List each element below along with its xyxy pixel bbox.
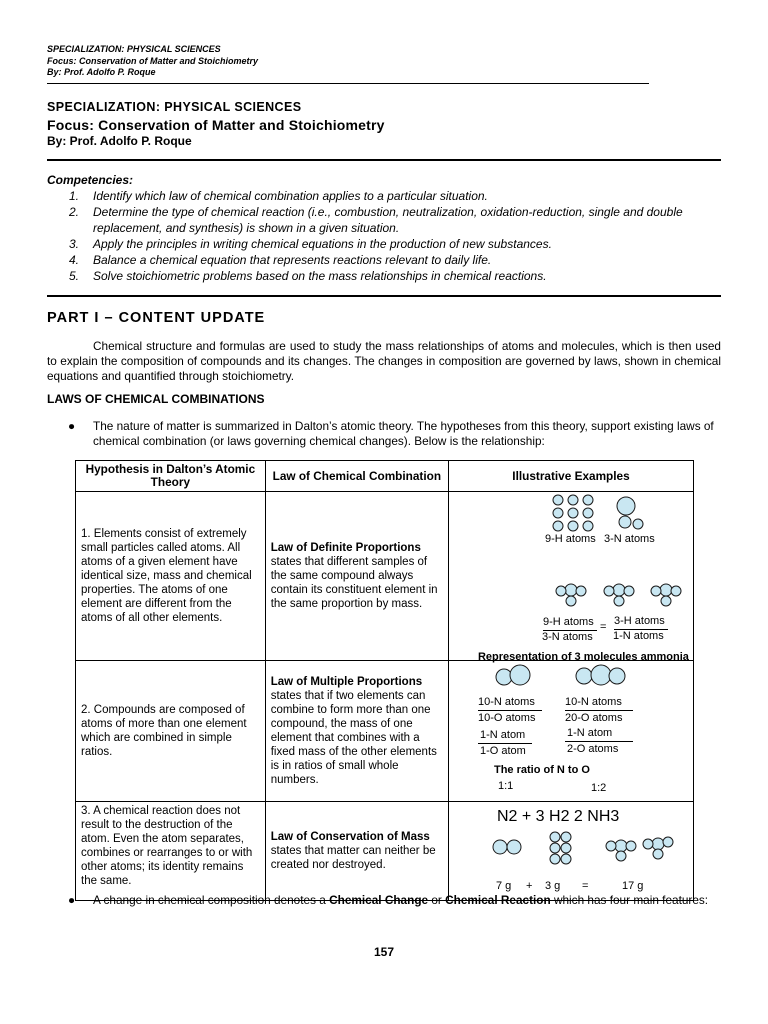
example-conservation	[454, 804, 688, 898]
h-atom	[553, 508, 563, 518]
law-name: Law of Conservation of Mass	[270, 831, 430, 843]
fraction-denominator: 1-N atoms	[612, 630, 664, 642]
competency-item	[47, 204, 727, 236]
section-heading: LAWS OF CHEMICAL COMBINATIONS	[47, 392, 265, 406]
running-header-specialization: SPECIALIZATION: PHYSICAL SCIENCES	[47, 44, 221, 54]
ratio-label: 10-O atoms	[477, 712, 536, 724]
h-atom	[566, 596, 576, 606]
n-atom	[633, 519, 643, 529]
h-atom	[561, 832, 571, 842]
bullet-text-part: or	[428, 893, 446, 907]
h-atom	[583, 508, 593, 518]
law-cell	[265, 661, 448, 802]
example-cell	[448, 492, 693, 661]
h-atom	[663, 837, 673, 847]
ratio-value: 1:1	[497, 780, 514, 792]
h-atom	[583, 521, 593, 531]
title-focus: Focus: Conservation of Matter and Stoichiometry	[47, 117, 385, 133]
n-atom	[507, 840, 521, 854]
intro-paragraph: Chemical structure and formulas are used to study the mass relationships of atoms and molecules, which is then used to explain the composition of compounds and its changes. The changes in composition are governed by laws, shown in chemical equations and quantified through stoichiometry.	[47, 339, 721, 383]
ratio-label: 1-N atom	[566, 727, 613, 739]
term-chemical-reaction: Chemical Reaction	[445, 893, 551, 907]
mass-reactant: 3 g	[544, 880, 561, 892]
fraction-bar	[478, 743, 532, 744]
table-row	[76, 492, 694, 661]
ratio-value: 1:2	[590, 782, 607, 794]
title-block	[47, 100, 385, 148]
bullet-text-part: A change in chemical composition denotes a	[93, 893, 330, 907]
equals-sign: =	[599, 621, 607, 633]
fraction-bar	[565, 710, 633, 711]
ratio-label: 10-N atoms	[477, 696, 535, 708]
bullet-icon: ●	[68, 893, 76, 907]
law-description: states that if two elements can combine to form more than one compound, the mass of one element that combines with a fixed mass of the other elements is in ratios of small whole numbers.	[270, 690, 437, 786]
h-atom	[616, 851, 626, 861]
competency-number: 5.	[69, 269, 80, 283]
table-header: Illustrative Examples	[448, 461, 693, 492]
competency-number: 3.	[69, 237, 80, 251]
label-3n: 3-N atoms	[603, 533, 655, 545]
competency-item	[47, 236, 727, 252]
mass-reactant: 7 g	[495, 880, 512, 892]
competency-number: 1.	[69, 189, 80, 203]
fraction-denominator: 3-N atoms	[541, 631, 593, 643]
running-header	[47, 44, 667, 79]
h-atom	[614, 596, 624, 606]
h-atom	[550, 832, 560, 842]
hypothesis-cell: 1. Elements consist of extremely small particles called atoms. All atoms of a given element have identical size, mass and chemical properties. The atoms of one element are different from the atoms of all other elements.	[76, 492, 266, 661]
fraction-numerator: 3-H atoms	[613, 615, 665, 627]
fraction-bar	[565, 741, 633, 742]
h-atom	[653, 849, 663, 859]
title-rule	[47, 159, 721, 161]
term-chemical-change: Chemical Change	[329, 893, 429, 907]
h-atom	[583, 495, 593, 505]
law-cell	[265, 492, 448, 661]
bullet-text: The nature of matter is summarized in Dalton’s atomic theory. The hypotheses from this theory, support existing laws of chemical combination (or laws governing chemical changes). Below is the relationship:	[93, 419, 714, 448]
equals-sign: =	[581, 880, 589, 892]
competency-number: 2.	[69, 205, 80, 219]
h-atom	[626, 841, 636, 851]
h-atom	[661, 596, 671, 606]
h-atom	[576, 586, 586, 596]
h-atom	[550, 854, 560, 864]
ammonia-caption: Representation of 3 molecules ammonia	[477, 651, 689, 663]
example-multiple-proportions	[454, 663, 688, 799]
law-name: Law of Definite Proportions	[270, 542, 421, 554]
ratio-caption: The ratio of N to O	[493, 764, 590, 776]
page-number: 157	[373, 945, 395, 959]
n-atom	[617, 497, 635, 515]
law-name: Law of Multiple Proportions	[270, 676, 423, 688]
ratio-label: 2-O atoms	[566, 743, 619, 755]
table-header: Law of Chemical Combination	[265, 461, 448, 492]
label-9h: 9-H atoms	[544, 533, 596, 545]
hypothesis-cell: 2. Compounds are composed of atoms of more than one element which are combined in simple ratios.	[76, 661, 266, 802]
competency-text: Determine the type of chemical reaction (i.e., combustion, neutralization, oxidation-reduction, single and double replacement, and synthesis) is shown in a given situation.	[93, 205, 683, 235]
competencies-list	[47, 188, 727, 284]
competency-text: Solve stoichiometric problems based on the mass relationships in chemical reactions.	[93, 269, 547, 283]
table-header-row	[76, 461, 694, 492]
table-row	[76, 802, 694, 901]
running-header-focus: Focus: Conservation of Matter and Stoichiometry	[47, 55, 259, 66]
h-atom	[568, 495, 578, 505]
h-atom	[643, 839, 653, 849]
bullet-text	[93, 893, 723, 908]
h-atom	[561, 843, 571, 853]
competencies-heading: Competencies:	[47, 173, 134, 187]
h-atom	[550, 843, 560, 853]
n-atom	[615, 840, 627, 852]
h-atom	[624, 586, 634, 596]
n-atom	[591, 665, 611, 685]
o-atom	[510, 665, 530, 685]
n-atom	[652, 838, 664, 850]
mass-product: 17 g	[621, 880, 644, 892]
competency-item	[47, 268, 727, 284]
n-atom	[660, 584, 672, 596]
o-atom	[576, 668, 592, 684]
competency-number: 4.	[69, 253, 80, 267]
title-specialization: SPECIALIZATION: PHYSICAL SCIENCES	[47, 100, 302, 114]
h-atom	[568, 508, 578, 518]
h-atom	[671, 586, 681, 596]
title-author: By: Prof. Adolfo P. Roque	[47, 134, 192, 148]
laws-table	[75, 460, 694, 901]
ratio-label: 20-O atoms	[564, 712, 623, 724]
plus-sign: +	[525, 880, 533, 892]
n-atom	[496, 669, 512, 685]
part-title: PART I – CONTENT UPDATE	[47, 310, 266, 326]
h-atom	[553, 495, 563, 505]
table-header: Hypothesis in Dalton’s Atomic Theory	[76, 461, 266, 492]
example-cell	[448, 661, 693, 802]
n-atom	[493, 840, 507, 854]
competency-item	[47, 252, 727, 268]
h-atom	[556, 586, 566, 596]
ratio-label: 10-N atoms	[564, 696, 622, 708]
competency-text: Apply the principles in writing chemical equations in the production of new substances.	[93, 237, 552, 251]
ratio-label: 1-O atom	[479, 745, 526, 757]
n-atom	[613, 584, 625, 596]
competency-text: Balance a chemical equation that represents reactions relevant to daily life.	[93, 253, 492, 267]
competency-text: Identify which law of chemical combination applies to a particular situation.	[93, 189, 488, 203]
running-header-author: By: Prof. Adolfo P. Roque	[47, 67, 156, 77]
fraction-numerator: 9-H atoms	[542, 616, 594, 628]
competencies-rule	[47, 295, 721, 297]
reaction-equation: N2 + 3 H2 2 NH3	[496, 808, 620, 825]
h-atom	[651, 586, 661, 596]
law-cell	[265, 802, 448, 901]
competency-item	[47, 188, 727, 204]
ratio-label: 1-N atom	[479, 729, 526, 741]
bullet-icon: ●	[68, 419, 76, 433]
header-rule	[47, 83, 649, 84]
o-atom	[609, 668, 625, 684]
n-atom	[619, 516, 631, 528]
competencies	[47, 172, 727, 284]
h-atom	[553, 521, 563, 531]
h-atom	[561, 854, 571, 864]
n-atom	[565, 584, 577, 596]
example-ammonia	[454, 494, 689, 663]
table-row	[76, 661, 694, 802]
hypothesis-cell: 3. A chemical reaction does not result to the destruction of the atom. Even the atom separates, combines or rearranges to or with other atoms; its identity remains the same.	[76, 802, 266, 901]
example-cell	[448, 802, 693, 901]
fraction-bar	[478, 710, 542, 711]
h-atom	[568, 521, 578, 531]
bullet-text-part: which has four main features:	[550, 893, 709, 907]
law-description: states that different samples of the same compound always contain its constituent element in the same proportion by mass.	[270, 556, 438, 610]
reaction-atoms-illustration	[454, 804, 688, 898]
h-atom	[606, 841, 616, 851]
h-atom	[604, 586, 614, 596]
law-description: states that matter can neither be created nor destroyed.	[270, 845, 436, 871]
